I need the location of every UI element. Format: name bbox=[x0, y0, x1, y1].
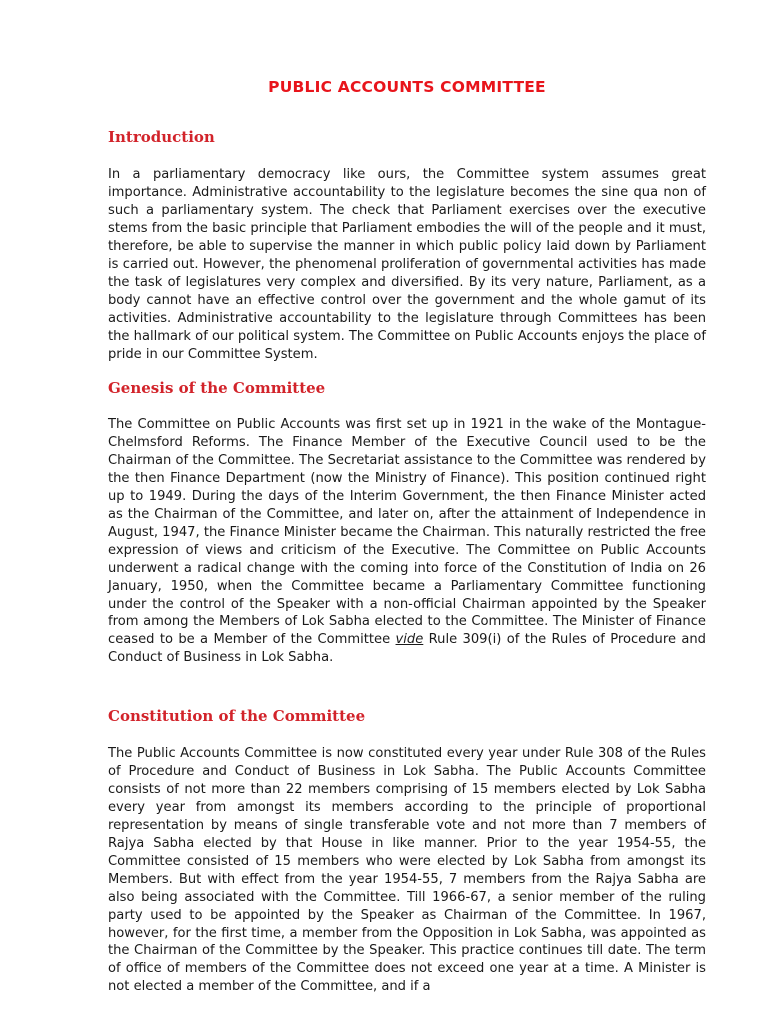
section-heading-introduction: Introduction bbox=[108, 128, 215, 146]
section-heading-genesis: Genesis of the Committee bbox=[108, 379, 326, 397]
genesis-text-part-1: The Committee on Public Accounts was first set up in 1921 in the wake of the Montague-Chelmsford Reforms. The Finance Member of the Executive Council used to be the Chairman of the Committee. The Secretariat assistance to the Committee was rendered by the then Finance Department (now the Ministry of Finance). This position continued right up to 1949. During the days of the Interim Government, the then Finance Minister acted as the Chairman of the Committee, and later on, after the attainment of Independence in August, 1947, the Finance Minister became the Chairman. This naturally restricted the free expression of views and criticism of the Executive. The Committee on Public Accounts underwent a radical change with the coming into force of the Constitution of India on 26 January, 1950, when the Committee became a Parliamentary Committee functioning under the control of the Speaker with a non-official Chairman appointed by the Speaker from among the Members of Lok Sabha elected to the Committee. The Minister of Finance ceased to be a Member of the Committee bbox=[108, 417, 706, 648]
page-title: PUBLIC ACCOUNTS COMMITTEE bbox=[268, 78, 546, 96]
genesis-text-part-2: Rule 309(i) of the Rules of Procedure and Conduct of Business in Lok Sabha. bbox=[108, 632, 706, 666]
section-heading-constitution: Constitution of the Committee bbox=[108, 707, 366, 725]
vide-emphasis: vide bbox=[395, 632, 424, 648]
section-body-introduction: In a parliamentary democracy like ours, the Committee system assumes great importance. Administrative accountability to the legislature becomes the sine qua non of such a parliamentary system. The check that Parliament exercises over the executive stems from the basic principle that Parliament embodies the will of the people and it must, therefore, be able to supervise the manner in which public policy laid down by Parliament is carried out. However, the phenomenal proliferation of governmental activities has made the task of legislatures very complex and diversified. By its very nature, Parliament, as a body cannot have an effective control over the government and the whole gamut of its activities. Administrative accountability to the legislature through Committees has been the hallmark of our political system. The Committee on Public Accounts enjoys the place of pride in our Committee System. bbox=[108, 167, 706, 362]
section-body-constitution: The Public Accounts Committee is now constituted every year under Rule 308 of the Rules of Procedure and Conduct of Business in Lok Sabha. The Public Accounts Committee consists of not more than 22 members comprising of 15 members elected by Lok Sabha every year from amongst its members according to the principle of proportional representation by means of single transferable vote and not more than 7 members of Rajya Sabha elected by that House in like manner. Prior to the year 1954-55, the Committee consisted of 15 members who were elected by Lok Sabha from amongst its Members. But with effect from the year 1954-55, 7 members from the Rajya Sabha are also being associated with the Committee. Till 1966-67, a senior member of the ruling party used to be appointed by the Speaker as Chairman of the Committee. In 1967, however, for the first time, a member from the Opposition in Lok Sabha, was appointed as the Chairman of the Committee by the Speaker. This practice continues till date. The term of office of members of the Committee does not exceed one year at a time. A Minister is not elected a member of the Committee, and if a bbox=[108, 746, 706, 995]
section-body-genesis bbox=[108, 416, 706, 667]
